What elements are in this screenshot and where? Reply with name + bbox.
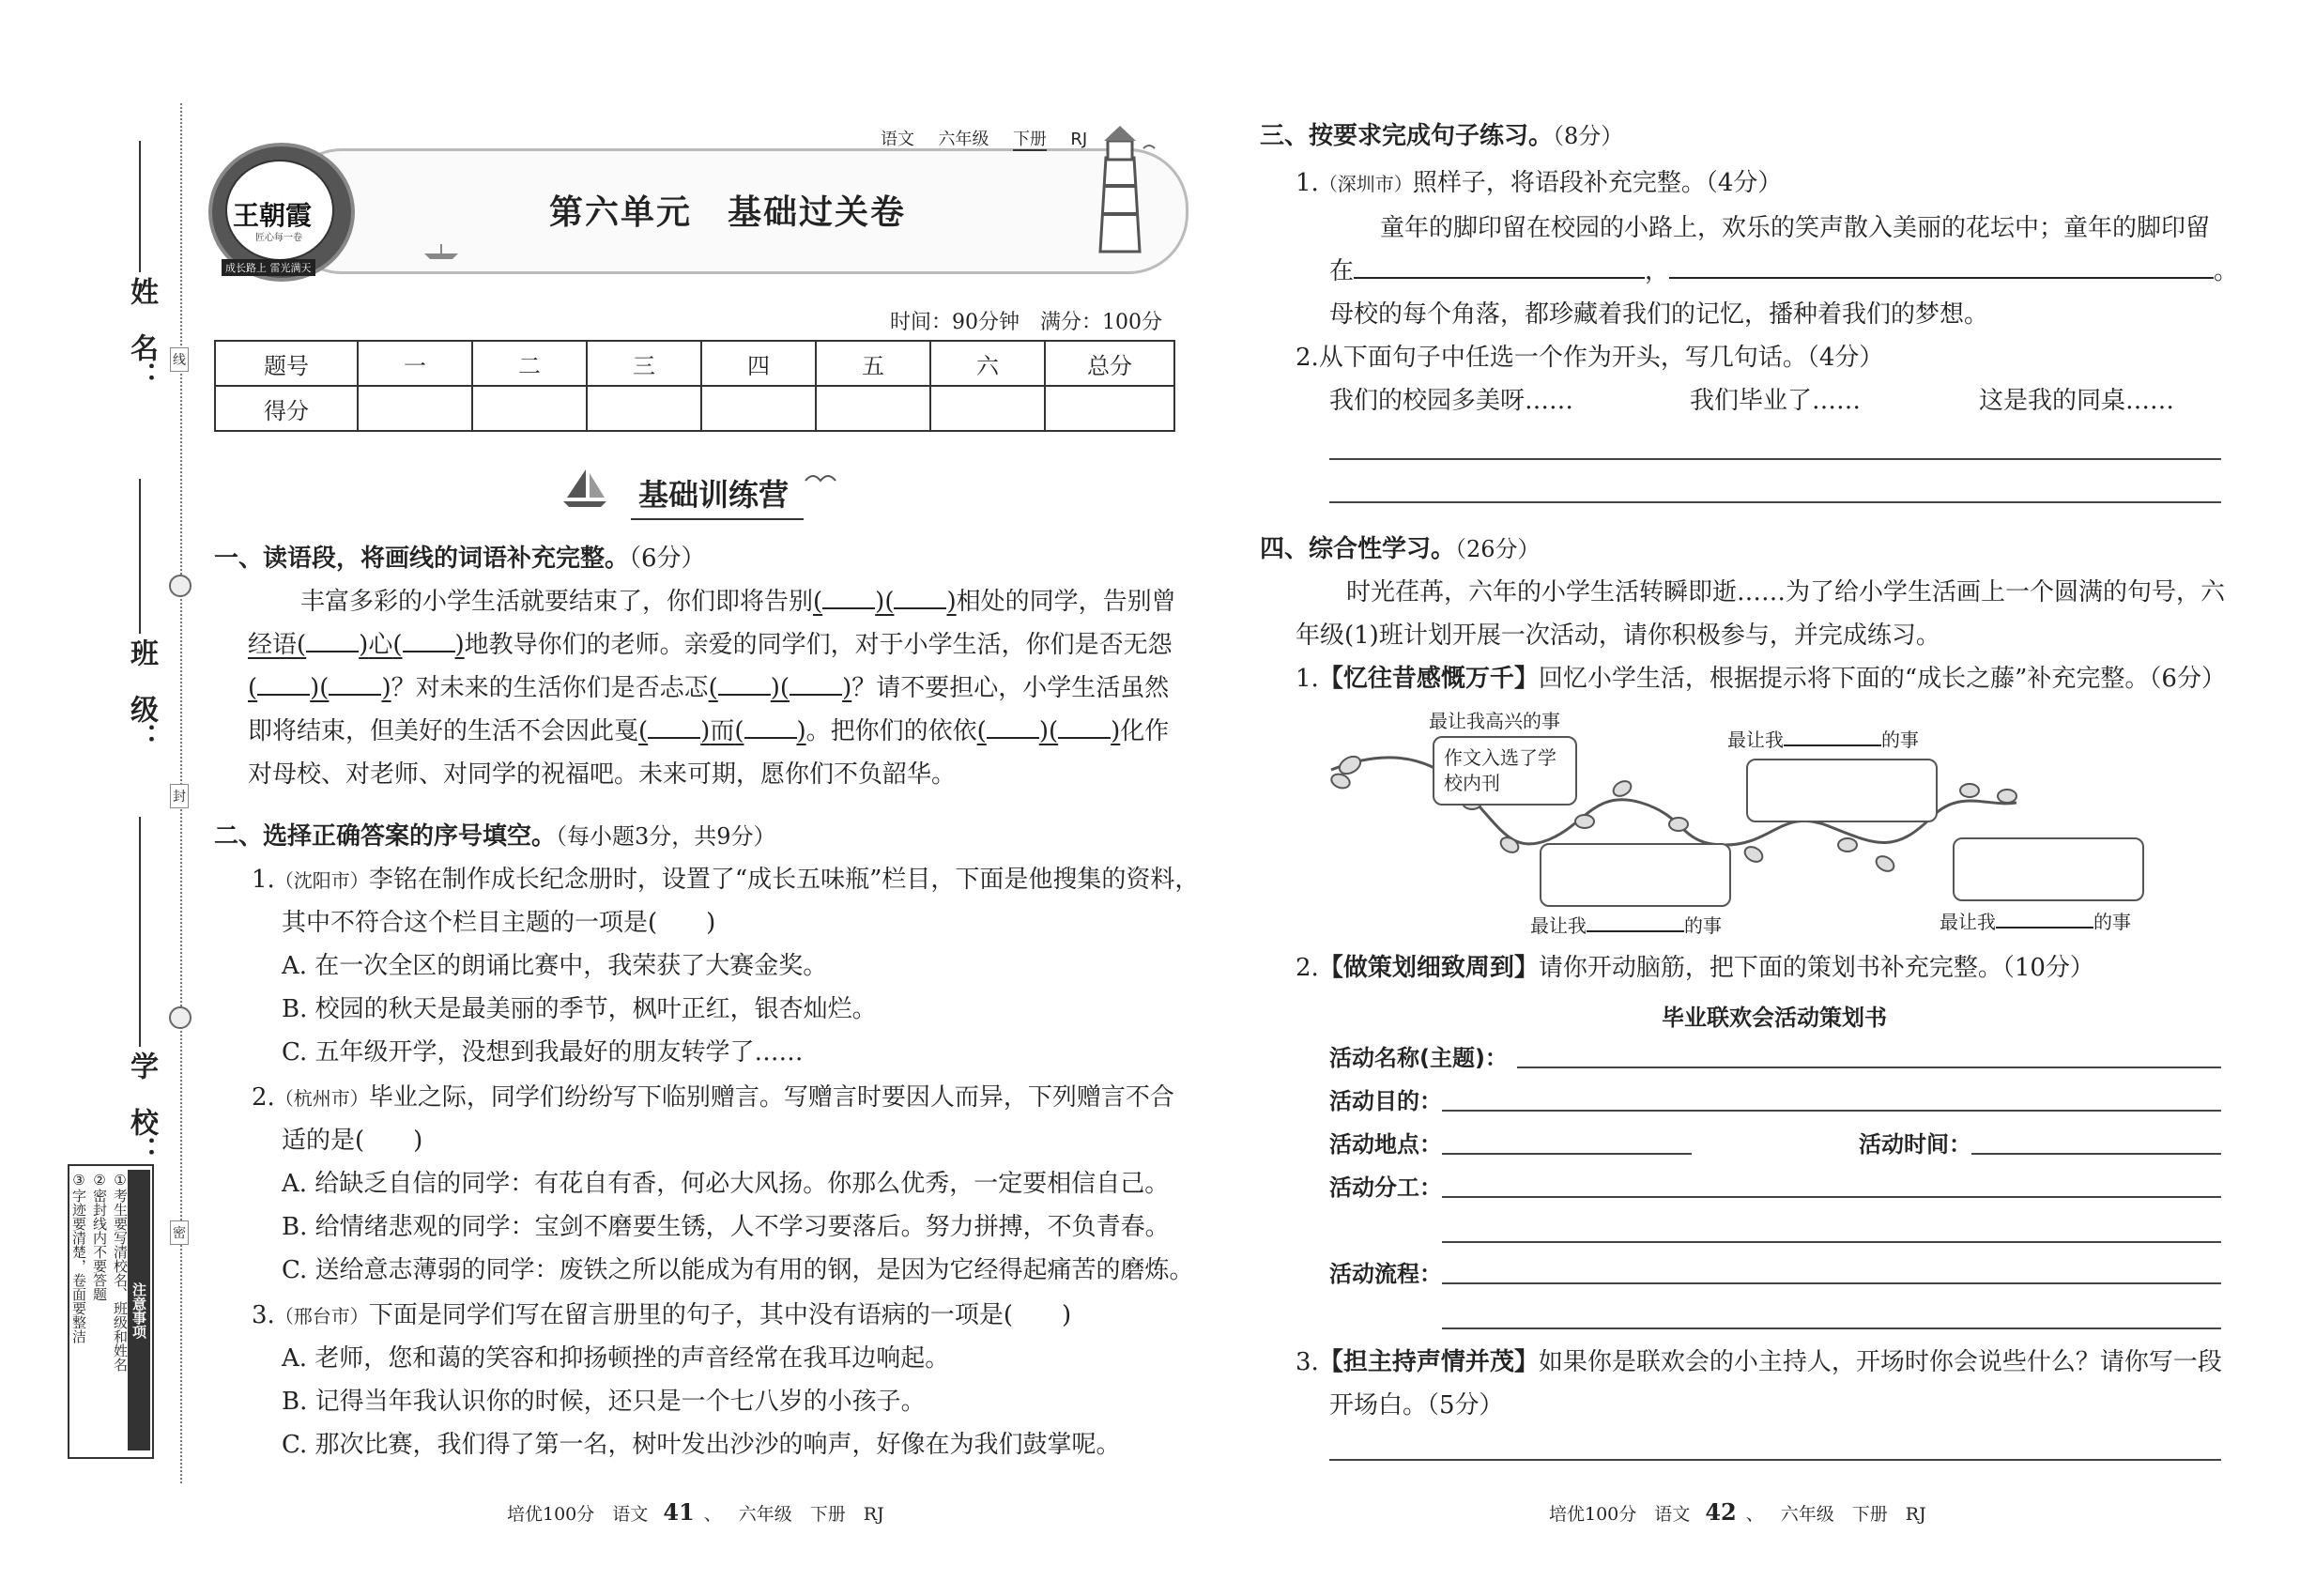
q2-item-1 <box>252 858 1199 902</box>
q3-item-2 <box>1296 336 1883 379</box>
boat-icon <box>422 242 460 261</box>
fill-blank[interactable] <box>1058 737 1111 739</box>
score-cell[interactable] <box>358 386 472 431</box>
fill-blank[interactable] <box>648 737 700 739</box>
q1-line-5: 对母校、对老师、对同学的祝福吧。未来可期，愿你们不负韶华。 <box>248 760 957 789</box>
q3-para-1: 童年的脚印留在校园的小路上，欢乐的笑声散入美丽的花坛中；童年的脚印留 <box>1380 214 2211 242</box>
fill-blank[interactable] <box>987 737 1039 739</box>
meta-edition: RJ <box>1070 130 1088 149</box>
option-c[interactable]: C. 五年级开学，没想到我最好的朋友转学了…… <box>282 1038 804 1067</box>
time-info: 时间：90分钟 满分：100分 <box>890 311 1162 334</box>
bird-icon <box>804 468 837 490</box>
vine-label-text: 最让我 <box>1940 911 1996 933</box>
notice-item: ①考生要写清校名、班级和姓名 <box>112 1172 129 1372</box>
plan-name-label: 活动名称(主题)： <box>1329 1045 1508 1071</box>
q4-title <box>1260 528 1541 571</box>
meta-row <box>881 126 1087 150</box>
item-source: （深圳市） <box>1318 173 1413 195</box>
item-source: （沈阳市） <box>274 869 369 892</box>
q3-text: ， <box>1645 257 1670 285</box>
item-tag: 【做策划细致周到】 <box>1318 954 1539 982</box>
fill-blank[interactable] <box>790 694 842 696</box>
q1-line-4: 即将结束，但美好的生活不会因此戛( )而( )。把你们的依依( )( )化作 <box>248 717 1170 745</box>
q1-text: 相处的同学，告别曾 <box>956 588 1176 616</box>
q1-line-3: ( )( )？对未来的生活你们是否忐忑( )( )？请不要担心，小学生活虽然 <box>248 674 1170 702</box>
brand-logo <box>208 143 355 282</box>
plan-division-label: 活动分工： <box>1329 1174 1442 1201</box>
footer-text: 六年级 下册 RJ <box>738 1504 884 1525</box>
page-title: 第六单元 基础过关卷 <box>549 193 907 232</box>
option-a[interactable]: A. 老师，您和蔼的笑容和抑扬顿挫的声音经常在我耳边响起。 <box>282 1344 950 1373</box>
score-cell[interactable] <box>701 386 816 431</box>
brand-name: 王朝霞 <box>233 200 313 231</box>
q4-item-3 <box>1296 1341 2222 1384</box>
q3-para-3: 母校的每个角落，都珍藏着我们的记忆，播种着我们的梦想。 <box>1329 300 1989 329</box>
sentence-option-1[interactable]: 我们的校园多美呀…… <box>1329 387 1574 415</box>
school-label: 学 校： <box>125 1051 158 1164</box>
q1-text: 化作 <box>1120 717 1170 745</box>
plan-process-field[interactable] <box>1442 1282 2221 1284</box>
item-source: （杭州市） <box>274 1087 369 1110</box>
sentence-option-2[interactable]: 我们毕业了…… <box>1690 387 1862 415</box>
vine-box-example-text: 作文入选了学校内刊 <box>1444 746 1556 794</box>
score-table <box>214 340 1175 432</box>
vine-label-text: 的事 <box>1881 729 1919 751</box>
vine-label-text: 最让我 <box>1530 914 1587 937</box>
item-num: 1. <box>252 866 275 894</box>
page-footer-right: 培优100分 语文 42 、 六年级 下册 RJ <box>1549 1498 1926 1526</box>
fill-blank[interactable] <box>1784 744 1881 746</box>
name-field[interactable] <box>139 141 141 272</box>
q4-item-2 <box>1296 946 2094 990</box>
q1-text: 。把你们的依依 <box>805 717 977 745</box>
fill-blank[interactable] <box>718 694 771 696</box>
meta-subject: 语文 <box>881 130 914 149</box>
cut-char-seal: 封 <box>170 784 189 808</box>
q1-text: 即将结束，但美好的生活不会因此戛 <box>248 717 639 745</box>
q2-points: （每小题3分，共9分） <box>556 823 776 850</box>
q1-points: （6分） <box>629 545 706 573</box>
vine-box-mid[interactable] <box>1746 759 1938 822</box>
vine-box-example <box>1433 736 1577 806</box>
q2-item-2 <box>252 1076 1174 1120</box>
page-number: 42 <box>1705 1498 1737 1526</box>
q2-item-2-stem2: 适的是( ) <box>282 1127 423 1155</box>
q1-title-text: 一、读语段，将画线的词语补充完整。 <box>214 545 630 573</box>
item-text: 从下面句子中任选一个作为开头，写几句话。（4分） <box>1318 344 1884 372</box>
q1-text: ？请不要担心，小学生活虽然 <box>851 674 1170 702</box>
plan-division-field[interactable] <box>1442 1241 2221 1243</box>
item-stem: 下面是同学们写在留言册里的句子，其中没有语病的一项是( ) <box>368 1301 1072 1329</box>
q4-title-text: 四、综合性学习。 <box>1260 535 1456 563</box>
score-col-label: 题号 <box>215 341 358 386</box>
brand-sub1: 匠心每一卷 <box>255 233 302 243</box>
fill-blank[interactable] <box>403 651 455 652</box>
q1-text: 而 <box>710 717 735 745</box>
fill-blank[interactable] <box>306 651 359 652</box>
q3-para-2 <box>1329 250 2238 293</box>
q1-line-2: 经语( )心( )地教导你们的老师。亲爱的同学们，对于小学生活，你们是否无怨 <box>248 631 1173 659</box>
score-col: 二 <box>472 341 587 386</box>
score-col-total: 总分 <box>1045 341 1174 386</box>
item-text: 照样子，将语段补充完整。（4分） <box>1412 169 1783 197</box>
option-a[interactable]: A. 给缺乏自信的同学：有花自有香，何必大风扬。你那么优秀，一定要相信自己。 <box>282 1170 1170 1198</box>
item-num: 2. <box>1296 954 1319 982</box>
cut-char-line: 线 <box>170 347 189 372</box>
score-col: 四 <box>701 341 816 386</box>
fill-blank[interactable] <box>822 607 875 609</box>
vine-box-left[interactable] <box>1540 843 1731 907</box>
footer-text: 培优100分 语文 <box>1549 1504 1691 1525</box>
q4-item-3-line2: 开场白。（5分） <box>1329 1391 1504 1420</box>
binding-hole-icon <box>169 575 192 597</box>
vine-label-b2 <box>1940 907 2131 934</box>
vine-label-text: 最让我 <box>1727 729 1784 751</box>
q3-title-text: 三、按要求完成句子练习。 <box>1260 122 1554 150</box>
plan-time-label: 活动时间： <box>1859 1131 1971 1158</box>
item-source: （邢台市） <box>274 1305 369 1327</box>
score-col: 一 <box>358 341 472 386</box>
sentence-option-3[interactable]: 这是我的同桌…… <box>1979 387 2175 415</box>
fill-blank[interactable] <box>1996 927 2093 928</box>
plan-division-field[interactable] <box>1442 1196 2221 1198</box>
q2-title-text: 二、选择正确答案的序号填空。 <box>214 822 557 851</box>
score-row-label: 得分 <box>215 386 358 431</box>
answer-line[interactable] <box>1329 458 2221 460</box>
score-cell[interactable] <box>930 386 1045 431</box>
item-text: 如果你是联欢会的小主持人，开场时你会说些什么？请你写一段 <box>1538 1348 2222 1376</box>
meta-grade: 六年级 <box>938 130 989 149</box>
q1-text: 地教导你们的老师。亲爱的同学们，对于小学生活，你们是否无怨 <box>464 631 1173 659</box>
option-b[interactable]: B. 记得当年我认识你的时候，还只是一个七八岁的小孩子。 <box>282 1388 926 1416</box>
q4-intro-2: 年级(1)班计划开展一次活动，请你积极参与，并完成练习。 <box>1296 622 1940 650</box>
q1-text: 丰富多彩的小学生活就要结束了，你们即将告别 <box>300 588 814 616</box>
option-c[interactable]: C. 那次比赛，我们得了第一名，树叶发出沙沙的响声，好像在为我们鼓掌呢。 <box>282 1431 1121 1459</box>
plan-goal-label: 活动目的： <box>1329 1088 1442 1114</box>
item-tag: 【担主持声情并茂】 <box>1318 1348 1539 1376</box>
notice-item: ②密封线内不要答题 <box>91 1172 108 1301</box>
vine-label-text: 的事 <box>2093 911 2131 933</box>
plan-process-field[interactable] <box>1442 1327 2221 1329</box>
option-c[interactable]: C. 送给意志薄弱的同学：废铁之所以能成为有用的钢，是因为它经得起痛苦的磨炼。 <box>282 1256 1194 1284</box>
q2-item-1-stem2: 其中不符合这个栏目主题的一项是( ) <box>282 909 716 937</box>
brand-sub2: 成长路上 雷光满天 <box>222 259 315 276</box>
option-b[interactable]: B. 校园的秋天是最美丽的季节，枫叶正红，银杏灿烂。 <box>282 995 877 1023</box>
cut-char-dense: 密 <box>170 1220 189 1245</box>
plan-process-label: 活动流程： <box>1329 1261 1442 1287</box>
item-stem: 李铭在制作成长纪念册时，设置了“成长五味瓶”栏目，下面是他搜集的资料， <box>368 866 1200 894</box>
fill-blank[interactable] <box>894 607 946 609</box>
class-label: 班 级： <box>125 638 158 751</box>
page-number: 41 <box>663 1498 695 1526</box>
item-tag: 【忆往昔感慨万千】 <box>1318 665 1539 693</box>
q2-title <box>214 815 776 858</box>
q1-text: 心 <box>368 631 393 659</box>
item-text: 请你开动脑筋，把下面的策划书补充完整。（10分） <box>1538 954 2094 982</box>
item-stem: 毕业之际，同学们纷纷写下临别赠言。写赠言时要因人而异，下列赠言不合 <box>368 1083 1174 1112</box>
class-field[interactable] <box>139 479 141 634</box>
fill-blank[interactable] <box>1587 930 1684 932</box>
item-text: 回忆小学生活，根据提示将下面的“成长之藤”补充完整。（6分） <box>1538 665 2226 693</box>
q1-text: 经语 <box>248 631 298 659</box>
meta-volume: 下册 <box>1012 130 1047 149</box>
q4-points: （26分） <box>1455 536 1541 562</box>
q3-item-1 <box>1296 161 1782 206</box>
item-num: 1. <box>1296 169 1319 197</box>
vine-label-text: 的事 <box>1684 914 1722 937</box>
score-col: 三 <box>587 341 701 386</box>
fill-blank[interactable] <box>744 737 797 739</box>
score-cell[interactable] <box>472 386 587 431</box>
notice-box <box>68 1164 154 1459</box>
vine-label-b1 <box>1530 911 1722 938</box>
vine-box-right[interactable] <box>1953 837 2144 901</box>
lighthouse-icon <box>1078 120 1162 261</box>
fill-blank[interactable] <box>1669 277 2214 279</box>
name-label: 姓 名： <box>125 277 158 390</box>
q1-text: ？对未来的生活你们是否忐忑 <box>391 674 709 702</box>
q3-points: （8分） <box>1553 123 1624 149</box>
answer-line[interactable] <box>1329 1459 2221 1461</box>
plan-place-label: 活动地点： <box>1329 1131 1442 1158</box>
item-num: 2. <box>1296 344 1319 372</box>
plan-goal-field[interactable] <box>1442 1110 2221 1112</box>
option-a[interactable]: A. 在一次全区的朗诵比赛中，我荣获了大赛金奖。 <box>282 952 828 980</box>
vine-label-top: 最让我高兴的事 <box>1429 710 1560 732</box>
item-num: 3. <box>252 1301 275 1329</box>
item-num: 2. <box>252 1083 275 1112</box>
answer-line[interactable] <box>1329 501 2221 503</box>
q1-title <box>214 537 706 580</box>
q3-title <box>1260 115 1623 158</box>
q1-line-1: 丰富多彩的小学生活就要结束了，你们即将告别( )( )相处的同学，告别曾 <box>300 588 1176 616</box>
sailboat-icon <box>561 466 608 509</box>
footer-text: 培优100分 语文 <box>507 1504 649 1525</box>
plan-name-field[interactable] <box>1517 1067 2221 1068</box>
score-cell[interactable] <box>816 386 930 431</box>
school-field[interactable] <box>139 817 141 1047</box>
fill-blank[interactable] <box>329 694 381 696</box>
binding-hole-icon <box>169 1006 192 1029</box>
fill-blank[interactable] <box>1354 277 1645 279</box>
item-num: 1. <box>1296 665 1319 693</box>
score-col: 五 <box>816 341 930 386</box>
page-footer-left: 培优100分 语文 41 、 六年级 下册 RJ <box>507 1498 884 1526</box>
notice-title: 注意事项 <box>128 1170 150 1450</box>
q3-text: 。 <box>2214 257 2239 285</box>
q3-text: 在 <box>1329 257 1355 285</box>
plan-title: 毕业联欢会活动策划书 <box>1662 1005 1887 1031</box>
option-b[interactable]: B. 给情绪悲观的同学：宝剑不磨要生锈，人不学习要落后。努力拼搏，不负青春。 <box>282 1213 1170 1241</box>
plan-place-field[interactable] <box>1442 1153 1692 1155</box>
score-col: 六 <box>930 341 1045 386</box>
footer-text: 六年级 下册 RJ <box>1780 1504 1926 1525</box>
score-cell[interactable] <box>1045 386 1174 431</box>
item-num: 3. <box>1296 1348 1319 1376</box>
q4-item-1 <box>1296 657 2226 700</box>
score-cell[interactable] <box>587 386 701 431</box>
section-banner: 基础训练营 <box>631 471 804 520</box>
notice-item: ③字迹要清楚，卷面要整洁 <box>70 1172 87 1343</box>
fill-blank[interactable] <box>257 694 310 696</box>
plan-time-field[interactable] <box>1971 1153 2221 1155</box>
q2-item-3 <box>252 1294 1071 1338</box>
vine-label-mid <box>1727 725 1919 752</box>
q4-intro-1: 时光荏苒，六年的小学生活转瞬即逝……为了给小学生活画上一个圆满的句号，六 <box>1346 578 2226 606</box>
